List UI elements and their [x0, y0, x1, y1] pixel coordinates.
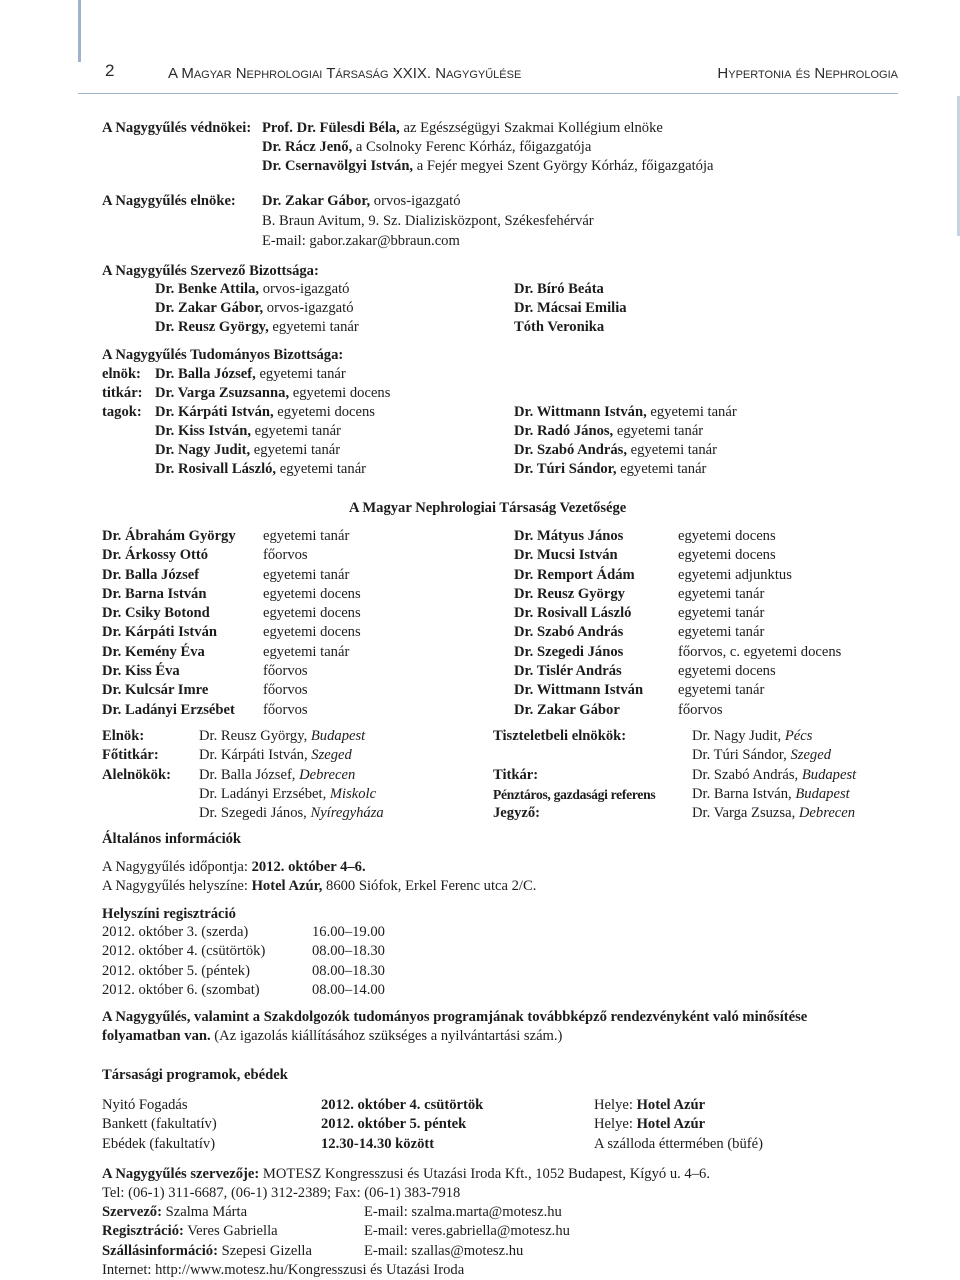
officer-role: [102, 785, 199, 804]
organizing-member: Dr. Bíró Beáta: [514, 281, 604, 297]
social-place: Helye: Hotel Azúr: [594, 1097, 706, 1113]
officers-table-right: [493, 727, 856, 823]
president-name: Dr. Zakar Gábor, orvos-igazgató: [262, 193, 461, 209]
table-row: [514, 623, 841, 642]
officer-name: Dr. Reusz György, Budapest: [199, 728, 366, 744]
social-date: 2012. október 4. csütörtök: [321, 1097, 484, 1113]
table-row: [102, 981, 385, 1000]
patron-line: Prof. Dr. Fülesdi Béla, az Egészségügyi Szakmai Kollégium elnöke: [262, 120, 663, 136]
officer-name: Dr. Szegedi János, Nyíregyháza: [199, 805, 384, 822]
table-row: [493, 746, 856, 765]
board-title: egyetemi adjunktus: [678, 566, 792, 583]
general-heading: Általános információk: [102, 831, 242, 847]
board-name: Dr. Reusz György: [514, 585, 625, 602]
scientific-member: Dr. Túri Sándor, egyetemi tanár: [514, 461, 707, 477]
officer-name: Dr. Túri Sándor, Szeged: [692, 747, 831, 764]
registration-table: [102, 923, 385, 1000]
organizer-contacts: [102, 1203, 570, 1261]
social-date: 2012. október 5. péntek: [321, 1116, 467, 1133]
social-event: Nyitó Fogadás: [102, 1097, 188, 1113]
scientific-member: Dr. Kiss István, egyetemi tanár: [155, 423, 341, 439]
officer-name: Dr. Ladányi Erzsébet, Miskolc: [199, 785, 377, 802]
table-row: [102, 1096, 763, 1115]
board-title: egyetemi docens: [678, 528, 776, 544]
scientific-member: Dr. Szabó András, egyetemi tanár: [514, 442, 717, 458]
table-row: [102, 662, 361, 681]
president-email: E-mail: gabor.zakar@bbraun.com: [262, 233, 460, 249]
registration-day: 2012. október 5. (péntek): [102, 962, 250, 979]
officer-role: Alelnökök:: [102, 766, 171, 783]
table-row: [102, 585, 361, 604]
scientific-secretary: Dr. Varga Zsuzsanna, egyetemi docens: [155, 385, 391, 401]
contact-person: Szervező: Szalma Márta: [102, 1204, 248, 1220]
scientific-chair-label: elnök:: [102, 366, 141, 382]
table-row: [102, 1222, 570, 1241]
officer-role: Tiszteletbeli elnökök:: [493, 728, 627, 744]
social-event: Ebédek (fakultatív): [102, 1135, 216, 1152]
organizing-member: Dr. Reusz György, egyetemi tanár: [155, 319, 359, 335]
scientific-member: Dr. Kárpáti István, egyetemi docens: [155, 404, 375, 420]
board-name: Dr. Kemény Éva: [102, 643, 205, 660]
board-name: Dr. Kulcsár Imre: [102, 682, 209, 699]
page-border-left: [78, 0, 81, 62]
board-name: Dr. Mátyus János: [514, 528, 624, 544]
board-title: egyetemi docens: [678, 663, 776, 680]
table-row: [102, 1242, 570, 1261]
organizing-member: Dr. Zakar Gábor, orvos-igazgató: [155, 300, 354, 316]
table-row: [102, 785, 384, 804]
table-row: [514, 546, 841, 565]
board-name: Dr. Remport Ádám: [514, 566, 635, 583]
contact-person: Regisztráció: Veres Gabriella: [102, 1223, 278, 1240]
officer-role: [493, 746, 692, 765]
patrons-label: A Nagygyűlés védnökei:: [102, 120, 252, 136]
registration-day: 2012. október 3. (szerda): [102, 924, 249, 940]
table-row: [102, 566, 361, 585]
officer-role: Titkár:: [493, 766, 539, 783]
board-name: Dr. Wittmann István: [514, 682, 644, 699]
board-name: Dr. Barna István: [102, 585, 207, 602]
contact-email[interactable]: E-mail: szallas@motesz.hu: [364, 1242, 524, 1259]
registration-time: 08.00–14.00: [312, 981, 385, 998]
credit-note: A Nagygyűlés, valamint a Szakdolgozók tudományos programjának továbbképző rendezvényként való minősítése folyamatban van. (Az igazolás kiállításához szükséges a nyilvántartási szám.): [102, 1009, 808, 1044]
page-number: 2: [105, 61, 115, 80]
meeting-venue: A Nagygyűlés helyszíne: Hotel Azúr, 8600 Siófok, Erkel Ferenc utca 2/C.: [102, 878, 537, 894]
board-heading: A Magyar Nephrologiai Társaság Vezetősége: [349, 500, 627, 516]
board-title: főorvos, c. egyetemi docens: [678, 643, 842, 660]
registration-time: 08.00–18.30: [312, 943, 385, 960]
organizer-website[interactable]: Internet: http://www.motesz.hu/Kongresszusi és Utazási Iroda: [102, 1262, 465, 1278]
officer-name: Dr. Nagy Judit, Pécs: [692, 728, 813, 744]
board-name: Dr. Zakar Gábor: [514, 701, 620, 718]
table-row: [102, 1203, 570, 1222]
board-title: főorvos: [263, 701, 308, 718]
officer-name: Dr. Balla József, Debrecen: [199, 766, 356, 783]
table-row: [514, 643, 841, 662]
table-row: [102, 1115, 763, 1134]
header-right-title: Hypertonia és Nephrologia: [717, 65, 898, 82]
president-affiliation: B. Braun Avitum, 9. Sz. Dializisközpont, Székesfehérvár: [262, 213, 594, 229]
registration-day: 2012. október 4. (csütörtök): [102, 943, 266, 960]
table-row: [102, 746, 384, 765]
table-row: [102, 623, 361, 642]
table-row: [102, 604, 361, 623]
header-left-title: A Magyar Nephrologiai Társaság XXIX. Nagygyűlése: [168, 65, 522, 82]
organizing-member: Dr. Mácsai Emilia: [514, 300, 627, 316]
board-name: Dr. Mucsi István: [514, 547, 618, 564]
board-name: Dr. Rosivall László: [514, 605, 632, 622]
table-row: [102, 681, 361, 700]
table-row: [493, 727, 856, 746]
organizing-heading: A Nagygyűlés Szervező Bizottsága:: [102, 263, 319, 279]
organizing-member: Tóth Veronika: [514, 319, 605, 335]
table-row: [102, 701, 361, 720]
board-name: Dr. Szabó András: [514, 624, 624, 641]
board-table-left: [102, 527, 361, 720]
board-name: Dr. Szegedi János: [514, 643, 624, 660]
social-event: Bankett (fakultatív): [102, 1116, 217, 1133]
meeting-date: A Nagygyűlés időpontja: 2012. október 4–6.: [102, 859, 366, 875]
board-name: Dr. Ladányi Erzsébet: [102, 701, 235, 718]
board-name: Dr. Balla József: [102, 566, 200, 583]
board-name: Dr. Árkossy Ottó: [102, 547, 209, 564]
board-name: Dr. Csiky Botond: [102, 605, 210, 622]
organizer-line: A Nagygyűlés szervezője: MOTESZ Kongresszusi és Utazási Iroda Kft., 1052 Budapest, Kígyó u. 4–6.: [102, 1166, 710, 1182]
scientific-member: Dr. Rosivall László, egyetemi tanár: [155, 461, 367, 477]
table-row: [493, 804, 856, 823]
board-title: egyetemi tanár: [263, 528, 350, 544]
table-row: [514, 681, 841, 700]
table-row: [514, 604, 841, 623]
organizer-phone: Tel: (06-1) 311-6687, (06-1) 312-2389; Fax: (06-1) 383-7918: [102, 1185, 461, 1201]
officer-name: Dr. Varga Zsuzsa, Debrecen: [692, 805, 856, 822]
table-row: [102, 1135, 763, 1154]
board-title: főorvos: [263, 663, 308, 680]
board-name: Dr. Ábrahám György: [102, 528, 236, 544]
scientific-members-label: tagok:: [102, 404, 142, 420]
scientific-chair: Dr. Balla József, egyetemi tanár: [155, 366, 346, 382]
table-row: [102, 923, 385, 942]
president-label: A Nagygyűlés elnöke:: [102, 193, 236, 209]
scientific-member: Dr. Wittmann István, egyetemi tanár: [514, 404, 737, 420]
table-row: [514, 701, 841, 720]
registration-day: 2012. október 6. (szombat): [102, 981, 260, 998]
table-row: [102, 804, 384, 823]
contact-person: Szállásinformáció: Szepesi Gizella: [102, 1242, 312, 1259]
scientific-member: Dr. Radó János, egyetemi tanár: [514, 423, 704, 439]
board-title: egyetemi tanár: [678, 624, 765, 641]
officer-name: Dr. Kárpáti István, Szeged: [199, 747, 352, 764]
board-title: egyetemi tanár: [678, 585, 765, 602]
table-row: [514, 566, 841, 585]
board-title: főorvos: [678, 701, 723, 718]
board-name: Dr. Tislér András: [514, 663, 622, 680]
officer-role: [102, 804, 199, 823]
registration-time: 08.00–18.30: [312, 962, 385, 979]
officer-role: Főtitkár:: [102, 747, 159, 764]
table-row: [102, 546, 361, 565]
registration-heading: Helyszíni regisztráció: [102, 906, 236, 922]
officer-name: Dr. Szabó András, Budapest: [692, 766, 857, 783]
social-date: 12.30-14.30 között: [321, 1135, 435, 1152]
table-row: [493, 766, 856, 785]
officer-role: Jegyző:: [493, 805, 541, 822]
social-table: [102, 1096, 763, 1154]
scientific-member: Dr. Nagy Judit, egyetemi tanár: [155, 442, 341, 458]
table-row: [102, 962, 385, 981]
table-row: [102, 643, 361, 662]
board-title: főorvos: [263, 547, 308, 564]
officer-role: Elnök:: [102, 728, 145, 744]
registration-time: 16.00–19.00: [312, 924, 385, 940]
officer-name: Dr. Barna István, Budapest: [692, 785, 850, 802]
table-row: [102, 727, 384, 746]
patron-line: Dr. Rácz Jenő, a Csolnoky Ferenc Kórház, főigazgatója: [262, 139, 592, 155]
table-row: [102, 942, 385, 961]
table-row: [102, 527, 361, 546]
header-rule: [78, 93, 898, 94]
table-row: [493, 785, 856, 804]
board-title: egyetemi tanár: [678, 682, 765, 699]
scientific-heading: A Nagygyűlés Tudományos Bizottsága:: [102, 347, 344, 363]
contact-email[interactable]: E-mail: szalma.marta@motesz.hu: [364, 1204, 562, 1220]
contact-email[interactable]: E-mail: veres.gabriella@motesz.hu: [364, 1223, 570, 1240]
scientific-secretary-label: titkár:: [102, 385, 143, 401]
board-title: egyetemi docens: [263, 585, 361, 602]
table-row: [102, 766, 384, 785]
patron-line: Dr. Csernavölgyi István, a Fejér megyei Szent György Kórház, főigazgatója: [262, 158, 714, 174]
board-name: Dr. Kárpáti István: [102, 624, 218, 641]
board-title: egyetemi docens: [263, 605, 361, 622]
board-title: egyetemi tanár: [678, 605, 765, 622]
social-heading: Társasági programok, ebédek: [102, 1067, 288, 1083]
organizing-member: Dr. Benke Attila, orvos-igazgató: [155, 281, 350, 297]
board-title: egyetemi tanár: [263, 566, 350, 583]
board-name: Dr. Kiss Éva: [102, 663, 180, 680]
table-row: [514, 585, 841, 604]
board-title: főorvos: [263, 682, 308, 699]
board-table-right: [514, 527, 841, 720]
officers-table-left: [102, 727, 384, 823]
social-place: Helye: Hotel Azúr: [594, 1116, 706, 1133]
board-title: egyetemi docens: [263, 624, 361, 641]
table-row: [514, 527, 841, 546]
officer-role: Pénztáros, gazdasági referens: [493, 786, 656, 802]
board-title: egyetemi tanár: [263, 643, 350, 660]
board-title: egyetemi docens: [678, 547, 776, 564]
social-place: A szálloda éttermében (büfé): [594, 1135, 763, 1152]
table-row: [514, 662, 841, 681]
